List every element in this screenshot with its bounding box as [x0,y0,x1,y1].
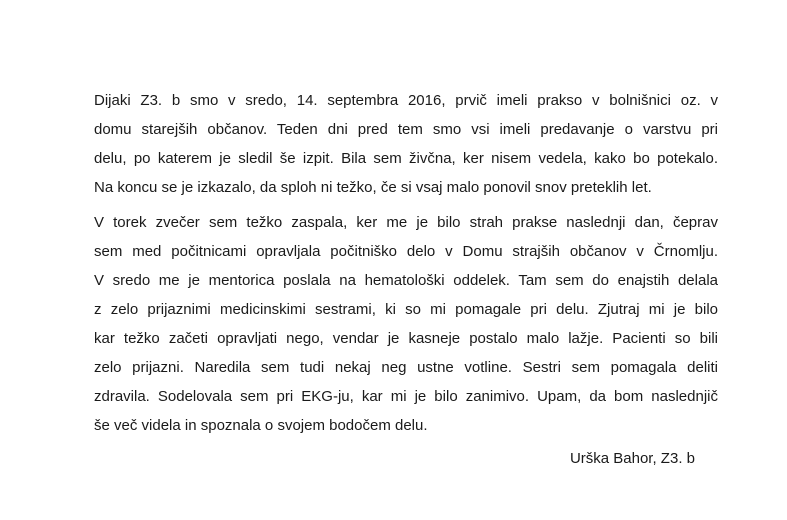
text-line: Dijaki Z3. b smo v sredo, 14. septembra 2016, prvič imeli prakso v bolnišnici oz. v [94,92,718,109]
text-line: sem med počitnicami opravljala počitniško delo v Domu strajših občanov v Črnomlju. [94,243,718,260]
text-line: zelo prijazni. Naredila sem tudi nekaj neg ustne votline. Sestri sem pomagala deliti [94,359,718,376]
paragraph-1 [94,86,718,202]
signature: Urška Bahor, Z3. b [569,450,695,467]
paragraph-2 [94,208,718,440]
text-line: Na koncu se je izkazalo, da sploh ni težko, če si vsaj malo ponovil snov preteklih let. [94,179,652,196]
text-line: domu starejših občanov. Teden dni pred tem smo vsi imeli predavanje o varstvu pri [94,121,718,138]
text-line: z zelo prijaznimi medicinskimi sestrami, ki so mi pomagale pri delu. Zjutraj mi je bilo [94,301,718,318]
text-line: kar težko začeti opravljati nego, vendar je kasneje postalo malo lažje. Pacienti so bili [94,330,718,347]
text-line: še več videla in spoznala o svojem bodočem delu. [94,417,428,434]
text-line: V sredo me je mentorica poslala na hematološki oddelek. Tam sem do enajstih delala [94,272,718,289]
text-line: zdravila. Sodelovala sem pri EKG-ju, kar mi je bilo zanimivo. Upam, da bom naslednjič [94,388,718,405]
text-line: delu, po katerem je sledil še izpit. Bila sem živčna, ker nisem vedela, kako bo potekalo. [94,150,718,167]
text-line: V torek zvečer sem težko zaspala, ker me je bilo strah prakse naslednji dan, čeprav [94,214,718,231]
